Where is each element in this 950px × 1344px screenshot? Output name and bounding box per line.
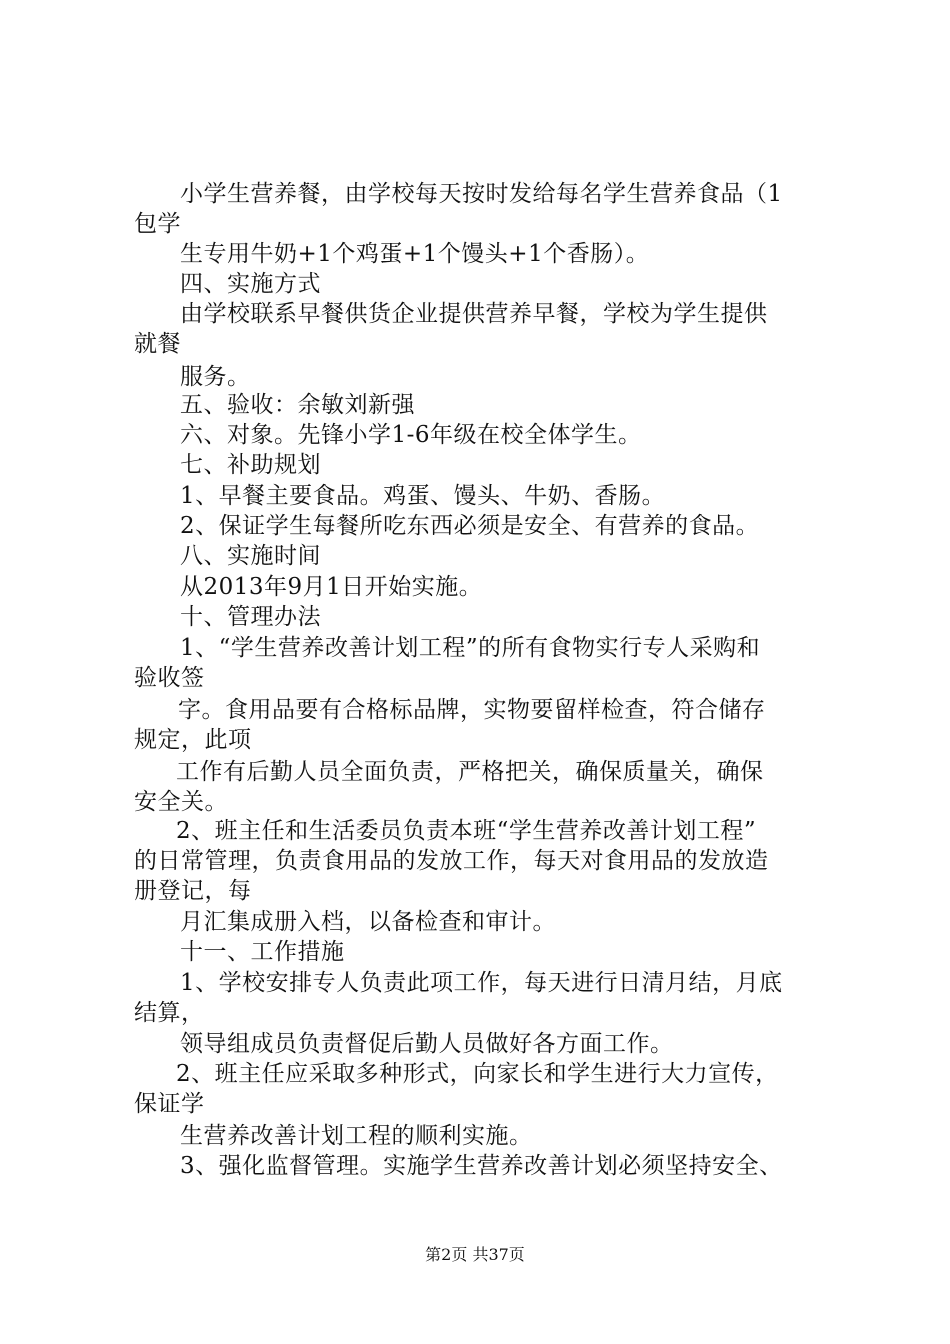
text-line: 结算， bbox=[134, 1000, 205, 1026]
text-line: 2、班主任应采取多种形式，向家长和学生进行大力宣传， bbox=[176, 1061, 779, 1087]
text-line: 1、“学生营养改善计划工程”的所有食物实行专人采购和 bbox=[180, 635, 761, 661]
section-heading: 十、管理办法 bbox=[180, 604, 321, 630]
text-line: 生营养改善计划工程的顺利实施。 bbox=[180, 1123, 533, 1149]
text-line: 保证学 bbox=[134, 1091, 205, 1117]
text-line: 生专用牛奶+1个鸡蛋+1个馒头+1个香肠）。 bbox=[180, 241, 650, 267]
text-line: 验收签 bbox=[134, 665, 205, 691]
text-line: 册登记，每 bbox=[134, 878, 252, 904]
text-line: 五、验收：余敏刘新强 bbox=[180, 392, 415, 418]
section-heading: 八、实施时间 bbox=[180, 543, 321, 569]
text-line: 1、学校安排专人负责此项工作，每天进行日清月结，月底 bbox=[180, 970, 783, 996]
text-line: 从2013年9月1日开始实施。 bbox=[180, 574, 483, 600]
text-line: 3、强化监督管理。实施学生营养改善计划必须坚持安全、 bbox=[180, 1153, 783, 1179]
text-line: 六、对象。先锋小学1-6年级在校全体学生。 bbox=[180, 422, 642, 448]
text-line: 月汇集成册入档，以备检查和审计。 bbox=[180, 909, 556, 935]
text-line: 小学生营养餐，由学校每天按时发给每名学生营养食品（1 bbox=[180, 181, 783, 207]
text-line: 1、早餐主要食品。鸡蛋、馒头、牛奶、香肠。 bbox=[180, 483, 666, 509]
text-line: 服务。 bbox=[180, 364, 251, 390]
page-footer: 第2页 共37页 bbox=[425, 1245, 525, 1264]
text-line: 就餐 bbox=[134, 331, 181, 357]
text-line: 规定，此项 bbox=[134, 727, 252, 753]
text-line: 2、班主任和生活委员负责本班“学生营养改善计划工程” bbox=[176, 818, 757, 844]
section-heading: 七、补助规划 bbox=[180, 452, 321, 478]
text-line: 包学 bbox=[134, 211, 181, 237]
text-line: 工作有后勤人员全面负责，严格把关，确保质量关，确保 bbox=[176, 759, 764, 785]
text-line: 字。食用品要有合格标品牌，实物要留样检查，符合储存 bbox=[178, 697, 766, 723]
section-heading: 十一、工作措施 bbox=[180, 939, 345, 965]
text-line: 由学校联系早餐供货企业提供营养早餐，学校为学生提供 bbox=[180, 301, 768, 327]
text-line: 的日常管理，负责食用品的发放工作，每天对食用品的发放造 bbox=[134, 848, 769, 874]
text-line: 领导组成员负责督促后勤人员做好各方面工作。 bbox=[180, 1031, 674, 1057]
text-line: 安全关。 bbox=[134, 789, 228, 815]
section-heading: 四、实施方式 bbox=[180, 271, 321, 297]
text-line: 2、保证学生每餐所吃东西必须是安全、有营养的食品。 bbox=[180, 513, 760, 539]
